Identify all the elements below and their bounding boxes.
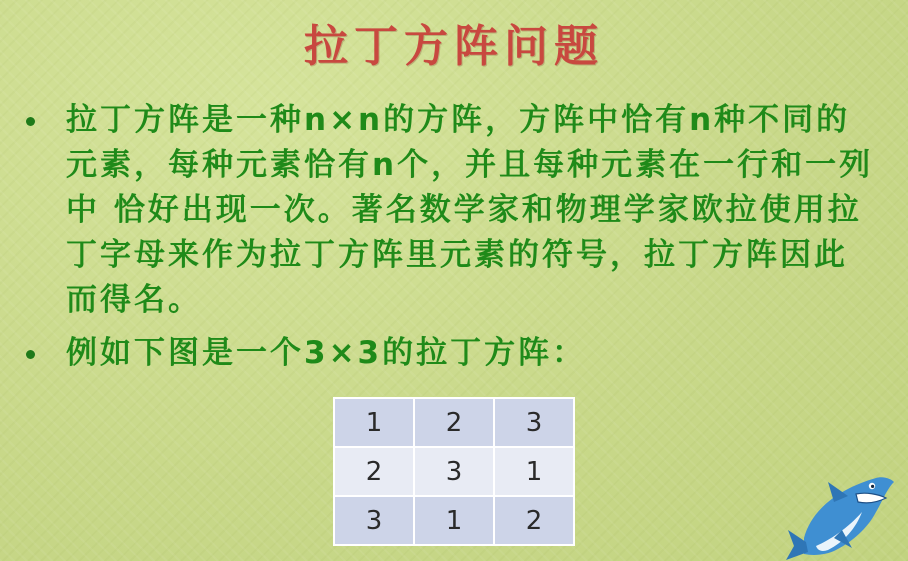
bullet-dot-icon (26, 117, 35, 126)
bullet-text: 例如下图是一个3×3的拉丁方阵： (66, 335, 587, 371)
shark-mascot-icon (786, 468, 898, 561)
table-cell: 2 (414, 398, 494, 447)
table-cell: 3 (494, 398, 574, 447)
table-row (334, 447, 574, 496)
bullet-example (24, 331, 874, 376)
bullet-definition (24, 98, 874, 323)
table-row (334, 398, 574, 447)
table-cell: 1 (334, 398, 414, 447)
bullet-dot-icon (26, 350, 35, 359)
bullet-list (24, 98, 874, 376)
slide-title: 拉丁方阵问题 (304, 21, 604, 72)
table-cell: 3 (414, 447, 494, 496)
table-cell: 2 (494, 496, 574, 545)
table-cell: 1 (414, 496, 494, 545)
table-cell: 1 (494, 447, 574, 496)
table-cell: 3 (334, 496, 414, 545)
table-row (334, 496, 574, 545)
bullet-text: 拉丁方阵是一种n×n的方阵，方阵中恰有n种不同的元素，每种元素恰有n个，并且每种元素在一行和一列中 恰好出现一次。著名数学家和物理学家欧拉使用拉丁字母来作为拉丁方阵里元素的符号，拉丁方阵因此而得名。 (66, 102, 874, 318)
latin-square-table (333, 397, 575, 546)
table-cell: 2 (334, 447, 414, 496)
